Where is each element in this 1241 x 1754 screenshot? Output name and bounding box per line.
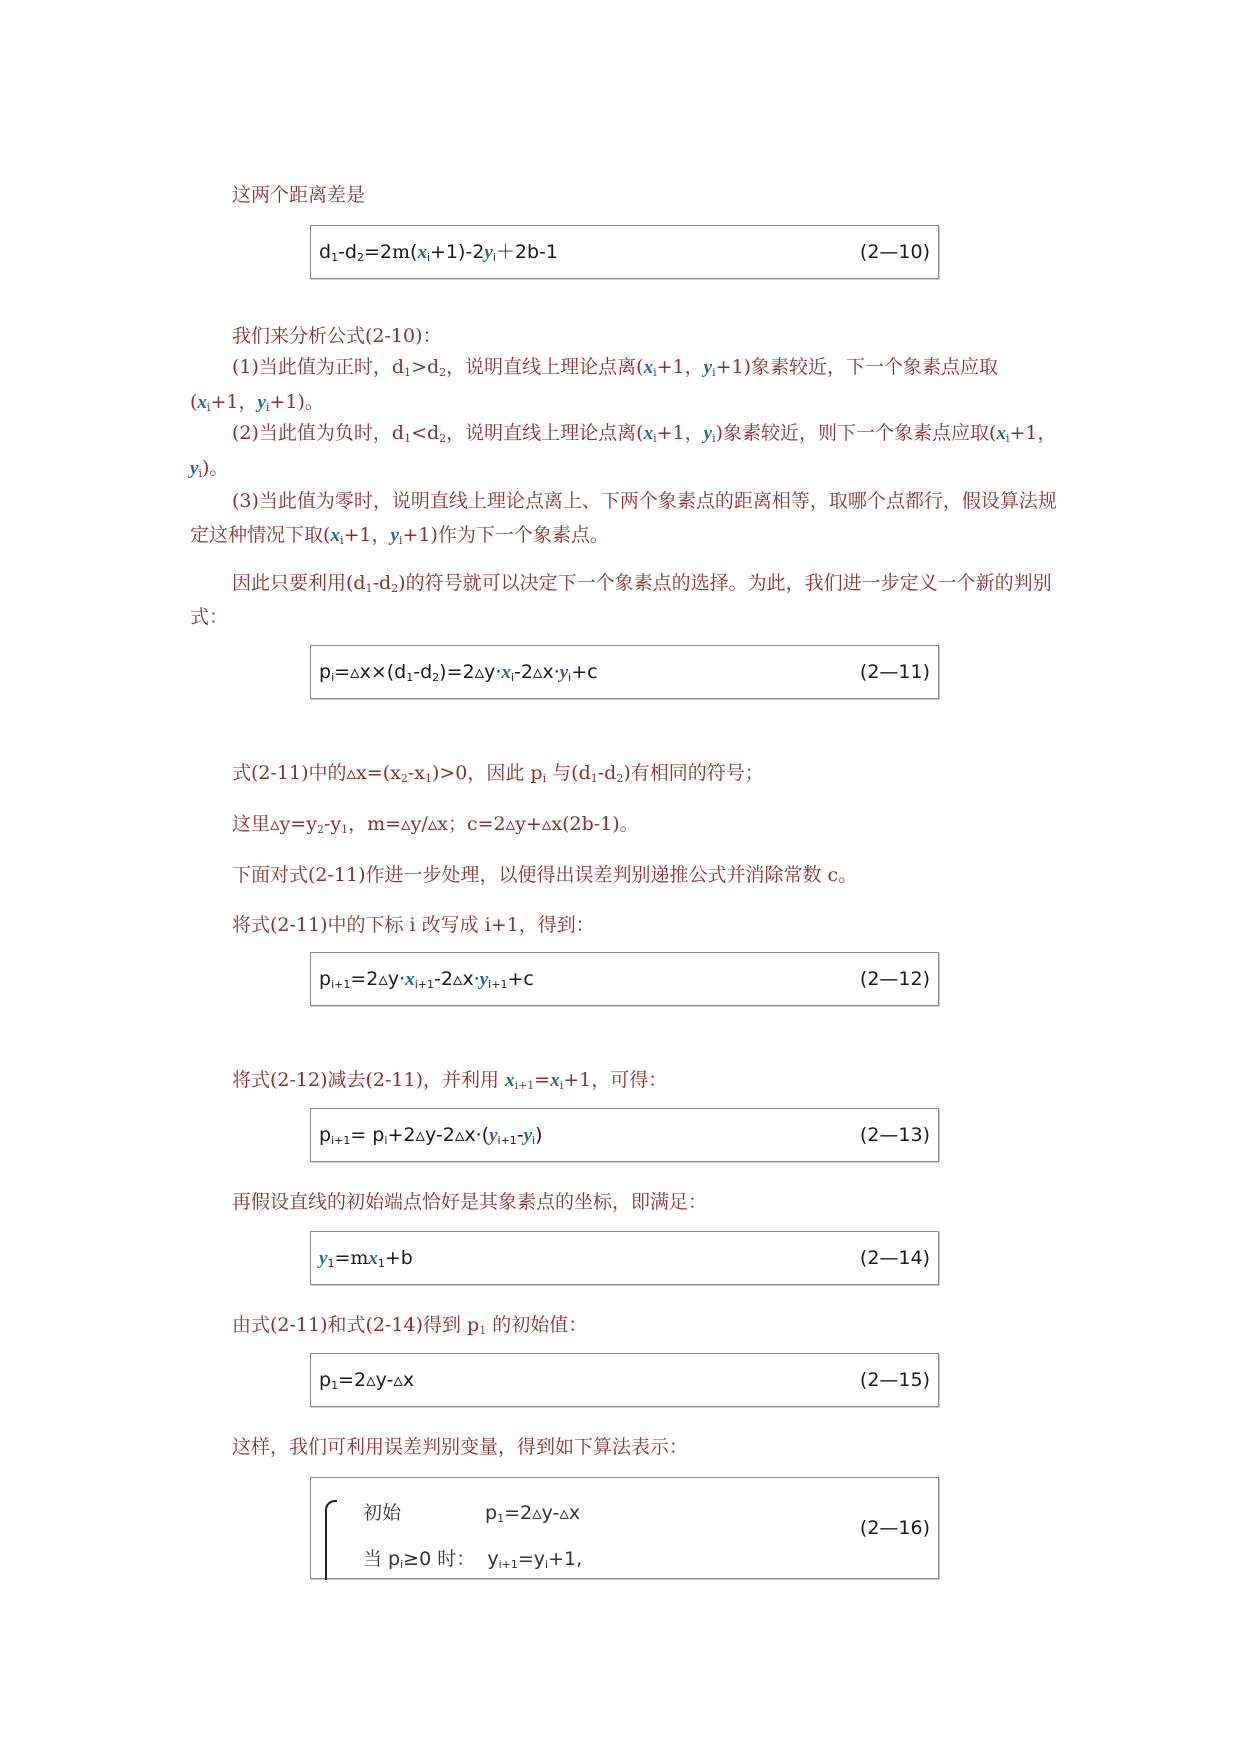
algorithm-condition-line: 当 $p_i\ge 0$ 时： $y_{i+1}=y_i+1$, (363, 1548, 583, 1571)
paragraph-discriminant: 因此只要利用$(d_1-d_2)$的符号就可以决定下一个象素点的选择。为此，我们进一步定义一个新的判别式： (190, 572, 1052, 628)
equation-2-13: $p_{i+1}=$ $p_i+2▵y-2▵x\cdot(y_{i+1}-y_i)$ (319, 1124, 543, 1147)
paragraph-case-zero: (3)当此值为零时，说明直线上理论点离上、下两个象素点的距离相等，取哪个点都行，假设算法规定这种情况下取($x_i+1$，$y_i+1$)作为下一个象素点。 (190, 490, 1057, 547)
equation-box-2-16 (310, 1477, 939, 1579)
equation-box-2-12 (310, 952, 939, 1006)
left-brace-icon (325, 1500, 337, 1580)
equation-number-2-15: (2—15) (859, 1369, 930, 1391)
equation-box-2-11 (310, 645, 939, 699)
equation-box-2-14 (310, 1231, 939, 1285)
equation-box-2-15 (310, 1353, 939, 1407)
paragraph-subtract: 将式(2-12)减去(2-11)，并利用 $x_{i+1}=x_i+1$，可得： (232, 1069, 668, 1092)
paragraph-sign: 式(2-11)中的$▵x=(x_2-x_1)>0$，因此 $p_i$ 与$(d_1-d_2)$有相同的符号； (232, 762, 764, 785)
algorithm-init-line: 初始 $p_1=2▵y-▵x$ (363, 1502, 581, 1525)
equation-box-2-13 (310, 1108, 939, 1162)
equation-number-2-10: (2—10) (859, 241, 930, 263)
equation-box-2-10 (310, 225, 939, 279)
equation-number-2-14: (2—14) (859, 1247, 930, 1269)
paragraph-case-negative: (2)当此值为负时，$d_1<d_2$，说明直线上理论点离($x_i+1$，$y_i$)象素较近，则下一个象素点应取($x_i+1$，$y_i$)。 (190, 422, 1057, 480)
equation-number-2-16: (2—16) (859, 1517, 930, 1539)
equation-2-11: $p_i=▵x\times(d_1-d_2)=2▵y\cdot x_i-2▵x\cdot y_i+c$ (319, 661, 598, 684)
equation-number-2-11: (2—11) (859, 661, 930, 683)
paragraph-initial-point: 再假设直线的初始端点恰好是其象素点的坐标，即满足： (232, 1191, 708, 1213)
paragraph-case-positive: (1)当此值为正时，$d_1>d_2$，说明直线上理论点离($x_i+1$，$y_i+1$)象素较近，下一个象素点应取($x_i+1$，$y_i+1$)。 (190, 356, 999, 414)
paragraph-substitute: 将式(2-11)中的下标 i 改写成 i+1，得到： (232, 914, 595, 936)
equation-2-14: $y_1=mx_1+b$ (319, 1247, 413, 1270)
paragraph-definitions: 这里$▵y=y_2-y_1$，m=▵y/▵x；c=2▵y+▵x(2b-1)。 (232, 813, 639, 836)
paragraph-initial-value: 由式(2-11)和式(2-14)得到 $p_1$ 的初始值： (232, 1314, 588, 1337)
equation-number-2-12: (2—12) (859, 968, 930, 990)
equation-2-10: $d_1-d_2=2m(x_i+1)-2y_i+2b-1$ (319, 241, 558, 264)
equation-2-12: $p_{i+1}=2▵y\cdot x_{i+1}-2▵x\cdot y_{i+1}+c$ (319, 968, 534, 991)
paragraph-distance-diff: 这两个距离差是 (232, 184, 366, 206)
equation-number-2-13: (2—13) (859, 1124, 930, 1146)
paragraph-algorithm: 这样，我们可利用误差判别变量，得到如下算法表示： (232, 1436, 689, 1458)
paragraph-analyze: 我们来分析公式(2-10)： (232, 325, 442, 347)
paragraph-further: 下面对式(2-11)作进一步处理，以便得出误差判别递推公式并消除常数 c。 (232, 864, 858, 886)
equation-2-15: $p_1=2▵y-▵x$ (319, 1369, 415, 1392)
